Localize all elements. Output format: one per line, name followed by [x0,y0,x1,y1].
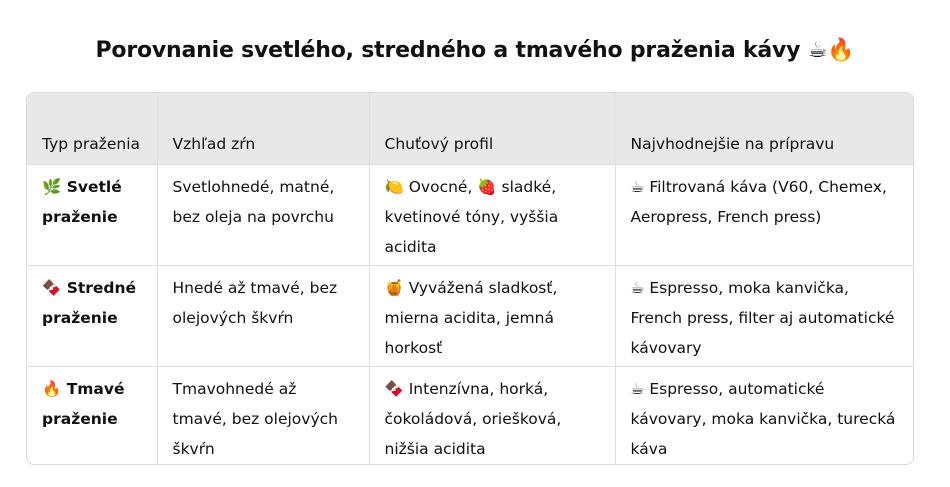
appearance-cell: Svetlohnedé, matné, bez oleja na povrchu [157,164,369,265]
flavor-cell: 🍯 Vyvážená sladkosť, mierna acidita, jemná horkosť [369,265,615,366]
header-bean-appearance: Vzhľad zŕn [157,93,369,164]
table-header [27,93,913,164]
brewing-cell: ☕ Espresso, moka kanvička, French press, filter aj automatické kávovary [615,265,913,366]
header-row [27,93,913,164]
flavor-cell: 🍫 Intenzívna, horká, čokoládová, oriešková, nižšia acidita [369,366,615,465]
comparison-table [26,92,914,465]
page-title: Porovnanie svetlého, stredného a tmavého praženia kávy ☕🔥 [95,38,855,63]
table-row [27,366,913,465]
table-body [27,164,913,465]
appearance-cell: Tmavohnedé až tmavé, bez olejových škvŕn [157,366,369,465]
header-best-brewing: Najvhodnejšie na prípravu [615,93,913,164]
header-flavor-profile: Chuťový profil [369,93,615,164]
brewing-cell: ☕ Espresso, automatické kávovary, moka kanvička, turecká káva [630,379,896,458]
roast-type-cell: 🌿 Svetlé praženie [27,164,157,265]
header-roast-type: Typ praženia [27,93,157,164]
roast-type-cell: 🔥 Tmavé praženie [27,366,157,465]
appearance-cell: Hnedé až tmavé, bez olejových škvŕn [157,265,369,366]
table-row [27,164,913,265]
brewing-cell: ☕ Filtrovaná káva (V60, Chemex, Aeropress, French press) [615,164,913,265]
roast-table [27,93,913,465]
flavor-cell: 🍋 Ovocné, 🍓 sladké, kvetinové tóny, vyššia acidita [369,164,615,265]
table-row [27,265,913,366]
roast-type-cell: 🍫 Stredné praženie [27,265,157,366]
